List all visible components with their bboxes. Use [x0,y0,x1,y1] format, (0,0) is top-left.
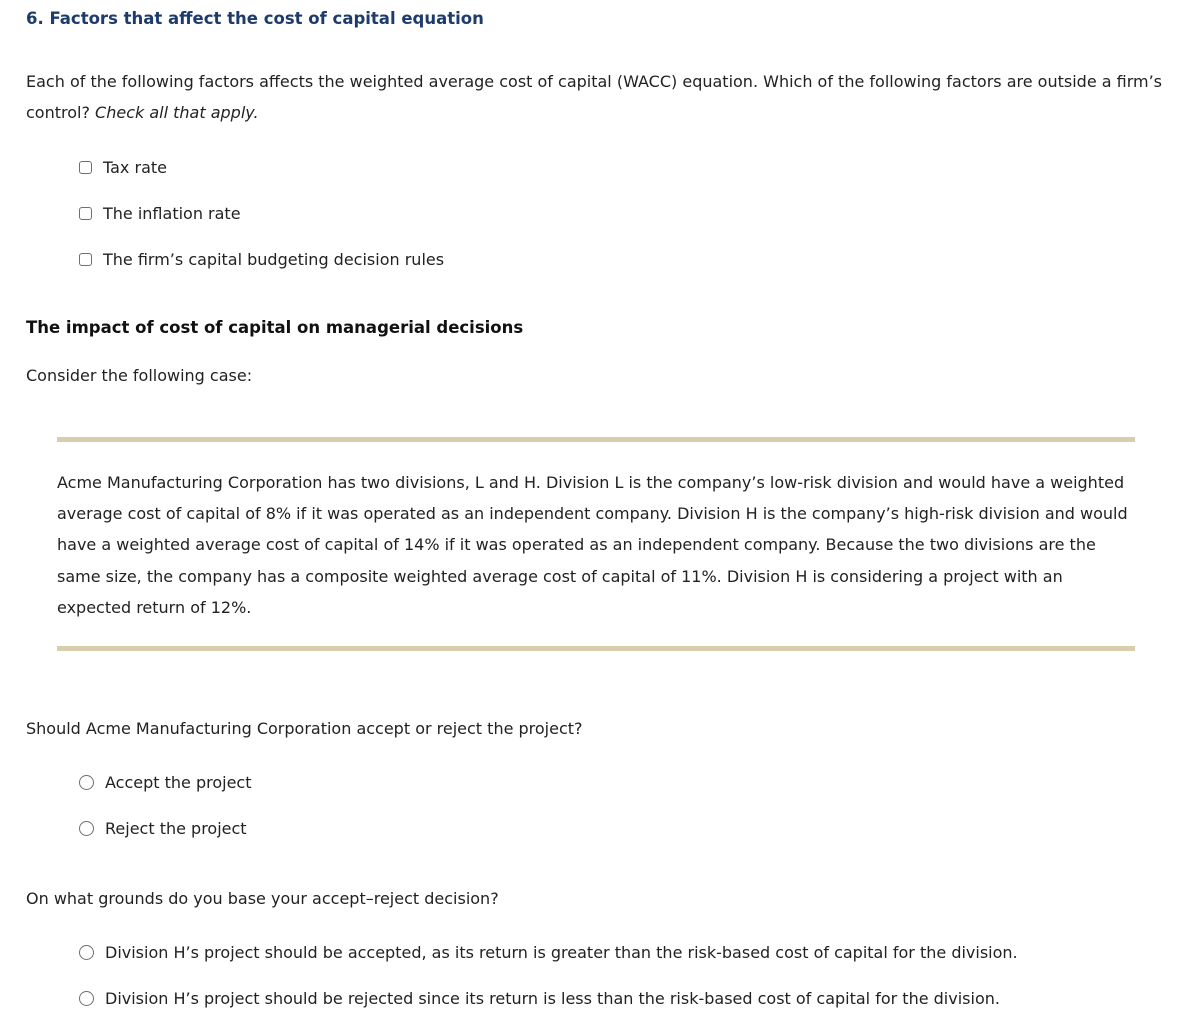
question-intro [26,66,1176,128]
radio-accept-project[interactable] [79,775,94,790]
impact-heading: The impact of cost of capital on managerial decisions [26,318,524,337]
section-title: 6. Factors that affect the cost of capital equation [26,9,484,28]
option-accept-project[interactable] [79,772,252,792]
factor-option-tax-rate[interactable] [79,157,167,177]
option-label-grounds-accepted: Division H’s project should be accepted, as its return is greater than the risk-based cost of capital for the division. [105,942,1018,962]
option-grounds-rejected[interactable] [79,988,1000,1008]
grounds-question: On what grounds do you base your accept–reject decision? [26,889,499,908]
option-grounds-accepted[interactable] [79,942,1018,962]
radio-reject-project[interactable] [79,821,94,836]
option-label-grounds-rejected: Division H’s project should be rejected since its return is less than the risk-based cost of capital for the division. [105,988,1000,1008]
question-intro-text: Each of the following factors affects the weighted average cost of capital (WACC) equation. Which of the following factors are outside a firm’s control? [26,72,1163,122]
checkbox-inflation-rate[interactable] [79,207,92,220]
factor-option-decision-rules[interactable] [79,249,444,269]
consider-text: Consider the following case: [26,366,253,385]
factor-option-inflation-rate[interactable] [79,203,241,223]
radio-grounds-accepted[interactable] [79,945,94,960]
factor-label-decision-rules: The firm’s capital budgeting decision rules [103,249,445,269]
case-top-divider [57,437,1135,442]
factor-label-tax-rate: Tax rate [103,157,167,177]
case-bottom-divider [57,646,1135,651]
option-reject-project[interactable] [79,818,247,838]
radio-grounds-rejected[interactable] [79,991,94,1006]
checkbox-decision-rules[interactable] [79,253,92,266]
checkbox-tax-rate[interactable] [79,161,92,174]
case-text: Acme Manufacturing Corporation has two divisions, L and H. Division L is the company’s low-risk division and would have a weighted average cost of capital of 8% if it was operated as an independent company. Division H is the company’s high-risk division and would have a weighted average cost of capital of 14% if it was operated as an independent company. Because the two divisions are the same size, the company has a composite weighted average cost of capital of 11%. Division H is considering a project with an expected return of 12%. [57,473,1128,617]
accept-reject-question: Should Acme Manufacturing Corporation accept or reject the project? [26,719,583,738]
factor-label-inflation-rate: The inflation rate [103,203,241,223]
option-label-accept: Accept the project [105,772,252,792]
question-instruction: Check all that apply. [95,103,259,122]
option-label-reject: Reject the project [105,818,247,838]
